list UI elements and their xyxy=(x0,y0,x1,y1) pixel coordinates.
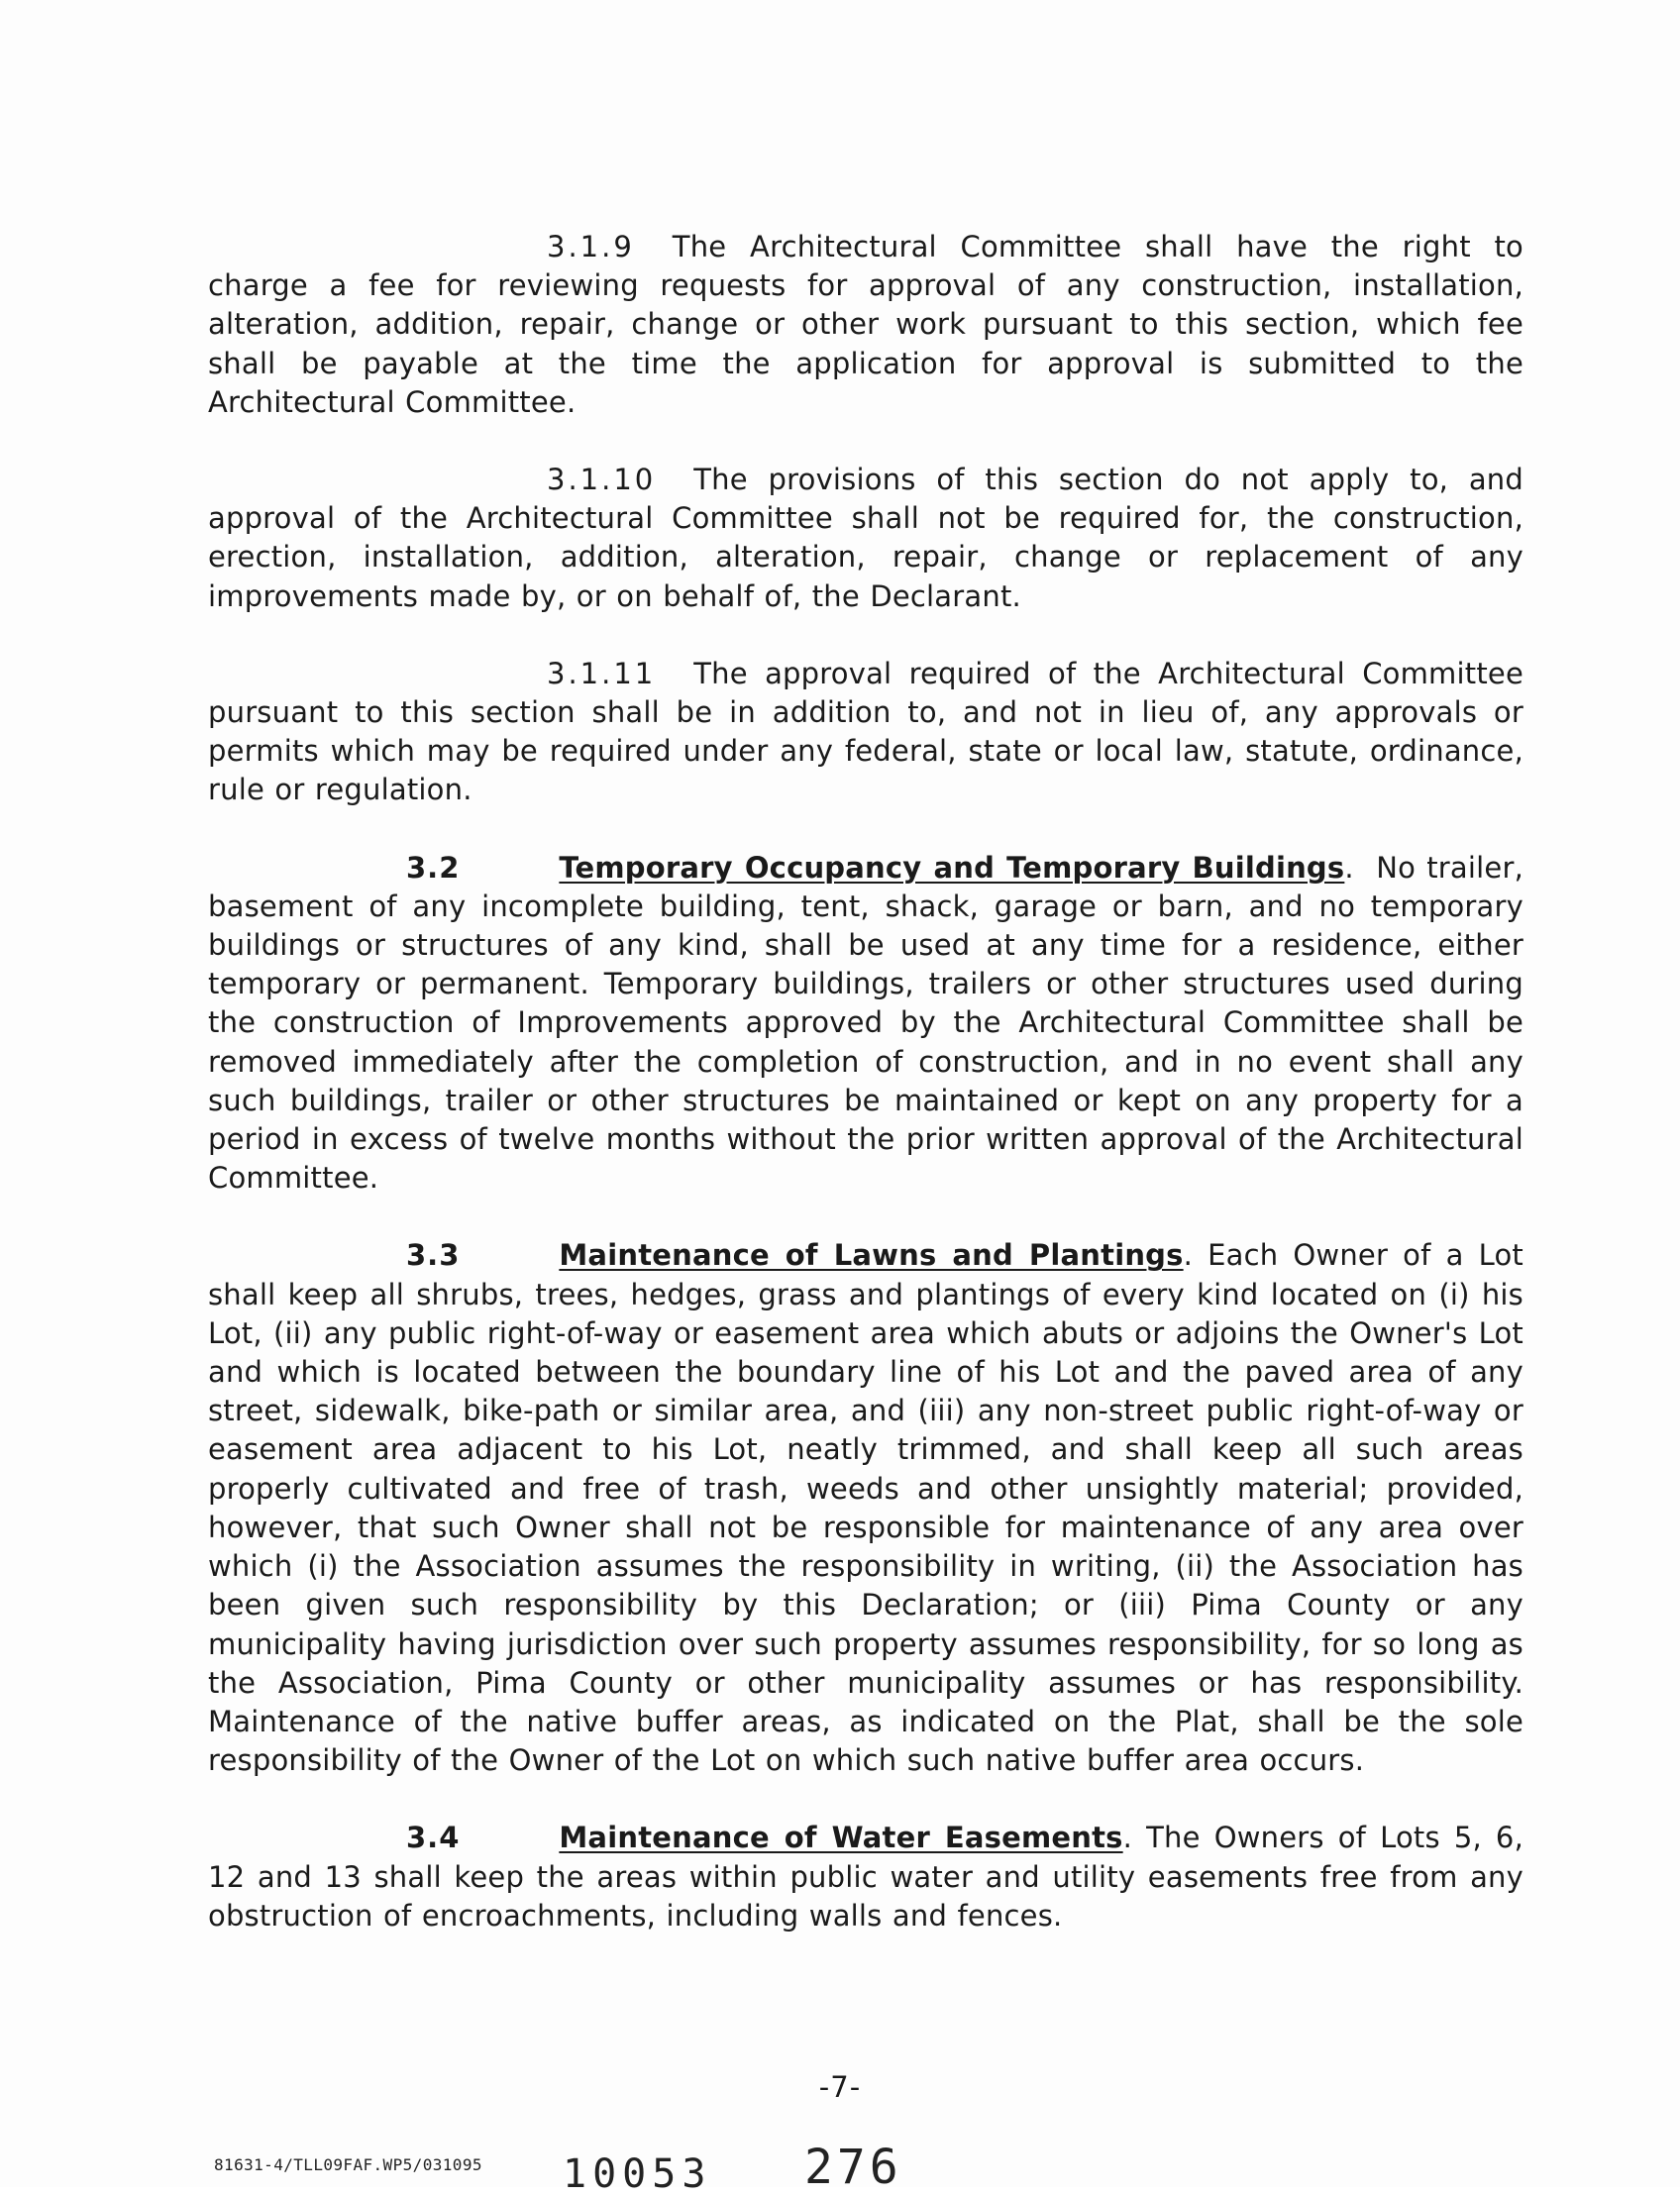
heading-period: . xyxy=(1183,1238,1208,1273)
paragraph-3-1-10 xyxy=(208,461,1523,616)
paragraph-3-1-9 xyxy=(208,228,1523,422)
paragraph-text: The Architectural Committee shall have the right to charge a fee for reviewing requests for approval of any construction, installation, alteration, addition, repair, change or other work pursuant to this section, which fee shall be payable at the time the application for approval is submitted to the Architectural Committee. xyxy=(208,230,1523,419)
docket-page-number: 276 xyxy=(804,2140,902,2195)
section-number: 3.2 xyxy=(406,850,461,885)
section-number: 3.3 xyxy=(406,1238,461,1273)
section-text: The Owners of Lots 5, 6, 12 and 13 shall keep the areas within public water and utility easements free from any obstruction of encroachments, including walls and fences. xyxy=(208,1821,1523,1933)
section-number: 3.4 xyxy=(406,1821,461,1855)
section-3-2 xyxy=(208,849,1523,1199)
paragraph-3-1-11 xyxy=(208,655,1523,810)
section-heading: Maintenance of Lawns and Plantings xyxy=(559,1238,1184,1273)
heading-period: . xyxy=(1122,1821,1147,1855)
paragraph-number: 3.1.10 xyxy=(547,463,657,497)
paragraph-text: The approval required of the Architectural Committee pursuant to this section shall be in addition to, and not in lieu of, any approvals or permits which may be required under any federal, state or local law, statute, ordinance, rule or regulation. xyxy=(208,656,1523,807)
docket-number: 10053 xyxy=(563,2151,712,2197)
section-3-3 xyxy=(208,1236,1523,1780)
paragraph-text: The provisions of this section do not apply to, and approval of the Architectural Committee shall not be required for, the construction, erection, installation, addition, alteration, repair, change or replacement of any improvements made by, or on behalf of, the Declarant. xyxy=(208,463,1523,613)
section-text: Each Owner of a Lot shall keep all shrubs, trees, hedges, grass and plantings of every kind located on (i) his Lot, (ii) any public right-of-way or easement area which abuts or adjoins the Owner's Lot and which is located between the boundary line of his Lot and the paved area of any street, sidewalk, bike-path or similar area, and (iii) any non-street public right-of-way or easement area adjacent to his Lot, neatly trimmed, and shall keep all such areas properly cultivated and free of trash, weeds and other unsightly material; provided, however, that such Owner shall not be responsible for maintenance of any area over which (i) the Association assumes the responsibility in writing, (ii) the Association has been given such responsibility by this Declaration; or (iii) Pima County or any municipality having jurisdiction over such property assumes responsibility, for so long as the Association, Pima County or other municipality assumes or has responsibility. Maintenance of the native buffer areas, as indicated on the Plat, shall be the sole responsibility of the Owner of the Lot on which such native buffer area occurs. xyxy=(208,1238,1524,1778)
page-number: -7- xyxy=(818,2070,862,2104)
document-code: 81631-4/TLL09FAF.WP5/031095 xyxy=(214,2155,482,2174)
paragraph-number: 3.1.9 xyxy=(547,230,635,263)
section-text: No trailer, basement of any incomplete building, tent, shack, garage or barn, and no temporary buildings or structures of any kind, shall be used at any time for a residence, either temporary or permanent. Temporary buildings, trailers or other structures used during the construction of Improvements approved by the Architectural Committee shall be removed immediately after the completion of construction, and in no event shall any such buildings, trailer or other structures be maintained or kept on any property for a period in excess of twelve months without the prior written approval of the Architectural Committee. xyxy=(208,850,1523,1196)
document-body xyxy=(208,228,1523,1974)
section-heading: Temporary Occupancy and Temporary Buildings xyxy=(559,850,1345,885)
section-3-4 xyxy=(208,1819,1523,1935)
paragraph-number: 3.1.11 xyxy=(547,656,657,690)
section-heading: Maintenance of Water Easements xyxy=(559,1821,1123,1855)
heading-period: . xyxy=(1344,850,1377,885)
